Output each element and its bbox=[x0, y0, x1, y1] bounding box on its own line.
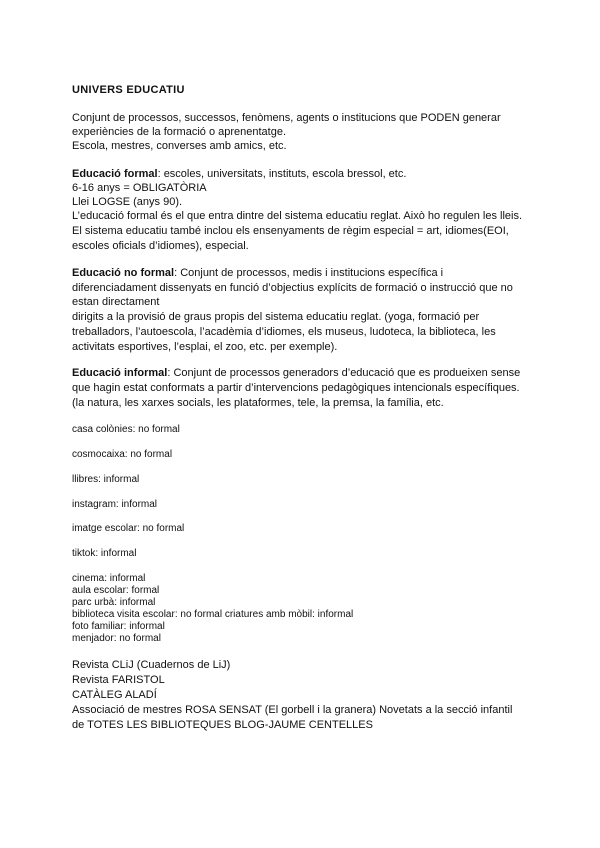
informal-first-line: : Conjunt de processos generadors d’educació que es produeixen sense bbox=[167, 367, 521, 379]
intro-line-1: Conjunt de processos, successos, fenòmens, agents o institucions que PODEN generar bbox=[72, 112, 501, 124]
document-title: UNIVERS EDUCATIU bbox=[72, 84, 185, 96]
no-formal-heading-line bbox=[72, 267, 532, 280]
formal-line: escoles oficials d’idiomes), especial. bbox=[72, 240, 249, 252]
example-item: casa colònies: no formal bbox=[72, 424, 180, 435]
formal-line: L’educació formal és el que entra dintre del sistema educatiu reglat. Això ho regulen les lleis. bbox=[72, 210, 523, 222]
no-formal-first-line: : Conjunt de processos, medis i institucions específica i bbox=[174, 267, 444, 279]
intro-line-2: experiències de la formació o aprenentatge. bbox=[72, 126, 287, 138]
intro-line-3: Escola, mestres, converses amb amics, etc. bbox=[72, 140, 287, 152]
example-item: imatge escolar: no formal bbox=[72, 523, 185, 534]
no-formal-line: estan directament bbox=[72, 296, 160, 308]
example-block-item: foto familiar: informal bbox=[72, 621, 165, 632]
example-block-item: cinema: informal bbox=[72, 573, 146, 584]
example-block-item: menjador: no formal bbox=[72, 633, 161, 644]
resource-line: Revista CLiJ (Cuadernos de LiJ) bbox=[72, 659, 231, 671]
formal-line: 6-16 anys = OBLIGATÒRIA bbox=[72, 182, 207, 194]
example-item: tiktok: informal bbox=[72, 548, 137, 559]
example-block-item: aula escolar: formal bbox=[72, 585, 160, 596]
no-formal-line: activitats esportives, l’esplai, el zoo, etc. per exemple). bbox=[72, 341, 338, 353]
example-block-item: biblioteca visita escolar: no formal criatures amb mòbil: informal bbox=[72, 609, 354, 620]
formal-heading-line bbox=[72, 168, 532, 181]
example-block-item: parc urbà: informal bbox=[72, 597, 156, 608]
informal-term: Educació informal bbox=[72, 367, 168, 379]
example-item: instagram: informal bbox=[72, 499, 158, 510]
formal-line: El sistema educatiu també inclou els ensenyaments de règim especial = art, idiomes(EOI, bbox=[72, 225, 509, 237]
formal-term: Educació formal bbox=[72, 168, 158, 180]
example-item: llibres: informal bbox=[72, 474, 140, 485]
formal-line: Llei LOGSE (anys 90). bbox=[72, 196, 183, 208]
example-item: cosmocaixa: no formal bbox=[72, 449, 173, 460]
informal-line: que hagin estat conformats a partir d’intervencions pedagògiques intencionals específiques. bbox=[72, 382, 520, 394]
no-formal-line: treballadors, l’autoescola, l’acadèmia d’idiomes, els museus, ludoteca, la biblioteca, les bbox=[72, 326, 496, 338]
resource-line: de TOTES LES BIBLIOTEQUES BLOG-JAUME CENTELLES bbox=[72, 719, 373, 731]
formal-first-line: : escoles, universitats, instituts, escola bressol, etc. bbox=[157, 168, 407, 180]
no-formal-term: Educació no formal bbox=[72, 267, 175, 279]
no-formal-line: diferenciadament dissenyats en funció d’objectius explícits de formació o instrucció que no bbox=[72, 282, 513, 294]
resource-line: CATÀLEG ALADÍ bbox=[72, 689, 157, 701]
resource-line: Revista FARISTOL bbox=[72, 674, 165, 686]
no-formal-line: dirigits a la provisió de graus propis del sistema educatiu reglat. (yoga, formació per bbox=[72, 311, 480, 323]
informal-heading-line bbox=[72, 367, 532, 380]
resource-line: Associació de mestres ROSA SENSAT (El gorbell i la granera) Novetats a la secció infantil bbox=[72, 704, 513, 716]
informal-line: (la natura, les xarxes socials, les plataformes, tele, la premsa, la família, etc. bbox=[72, 397, 444, 409]
